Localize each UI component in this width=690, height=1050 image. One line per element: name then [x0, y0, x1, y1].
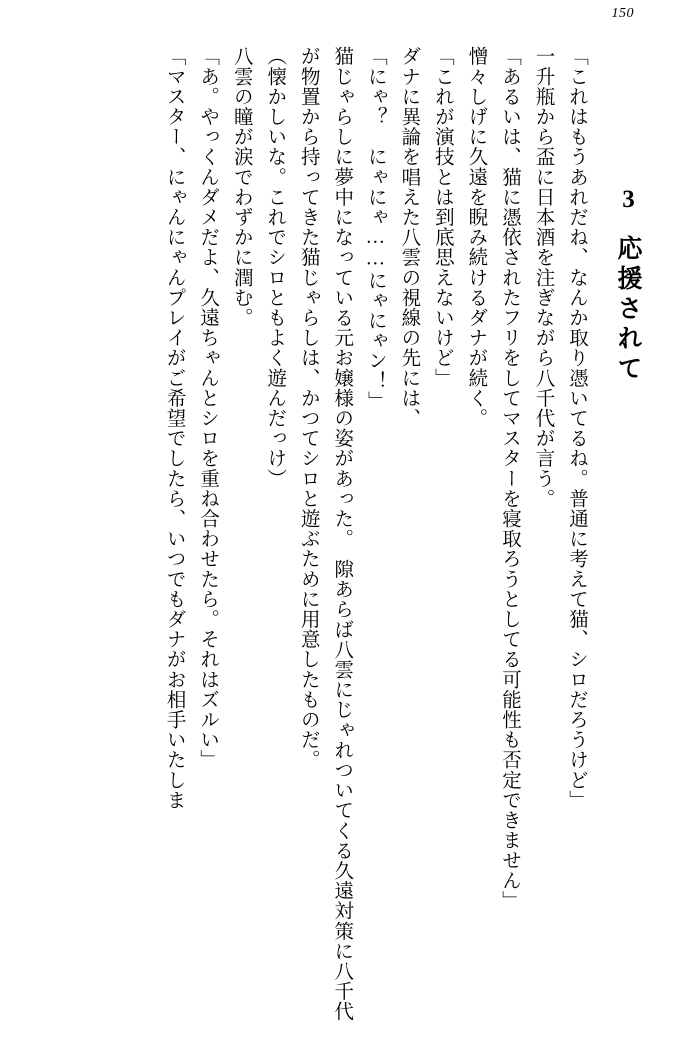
page-number: 150 [611, 6, 634, 21]
chapter-number: 3 [615, 186, 642, 213]
paragraph: 「これはもうあれだね、なんか取り憑いてるね。普通に考えて猫、シロだろうけど」 [566, 46, 587, 810]
paragraph: 「マスター、にゃんにゃんプレイがご希望でしたら、いつでもダナがお相手いたしま [163, 46, 185, 810]
paragraph: 「あ。やっくんダメだよ、久遠ちゃんとシロを重ね合わせたら。それはズルい」 [197, 46, 219, 770]
paragraph: 憎々しげに久遠を睨み続けるダナが続く。 [465, 46, 487, 428]
paragraph: 「これが演技とは到底思えないけど」 [431, 46, 453, 388]
paragraph: 一升瓶から盃に日本酒を注ぎながら八千代が言う。 [532, 46, 554, 509]
vertical-text-body [28, 46, 650, 1022]
paragraph: （懐かしいな。これでシロともよく遊んだっけ） [264, 46, 286, 489]
paragraph: 「あるいは、猫に憑依されたフリをしてマスターを寝取ろうとしてる可能性も否定できません」 [498, 46, 520, 911]
chapter-heading [607, 46, 650, 1022]
paragraph: 猫じゃらしに夢中になっている元お嬢様の姿があった。 隙あらば八雲にじゃれついてくる久遠対策に八千代が物置から持ってきた猫じゃらしは、かつてシロと遊ぶために用意したものだ。 [297, 46, 353, 1022]
paragraph: 八雲の瞳が涙でわずかに潤む。 [230, 46, 252, 328]
paragraph: 「にゃ？ にゃにゃ……にゃにゃン！」 [364, 46, 386, 411]
paragraph: ダナに異論を唱えた八雲の視線の先には、 [398, 46, 420, 428]
chapter-title: 応援されて [614, 235, 643, 385]
